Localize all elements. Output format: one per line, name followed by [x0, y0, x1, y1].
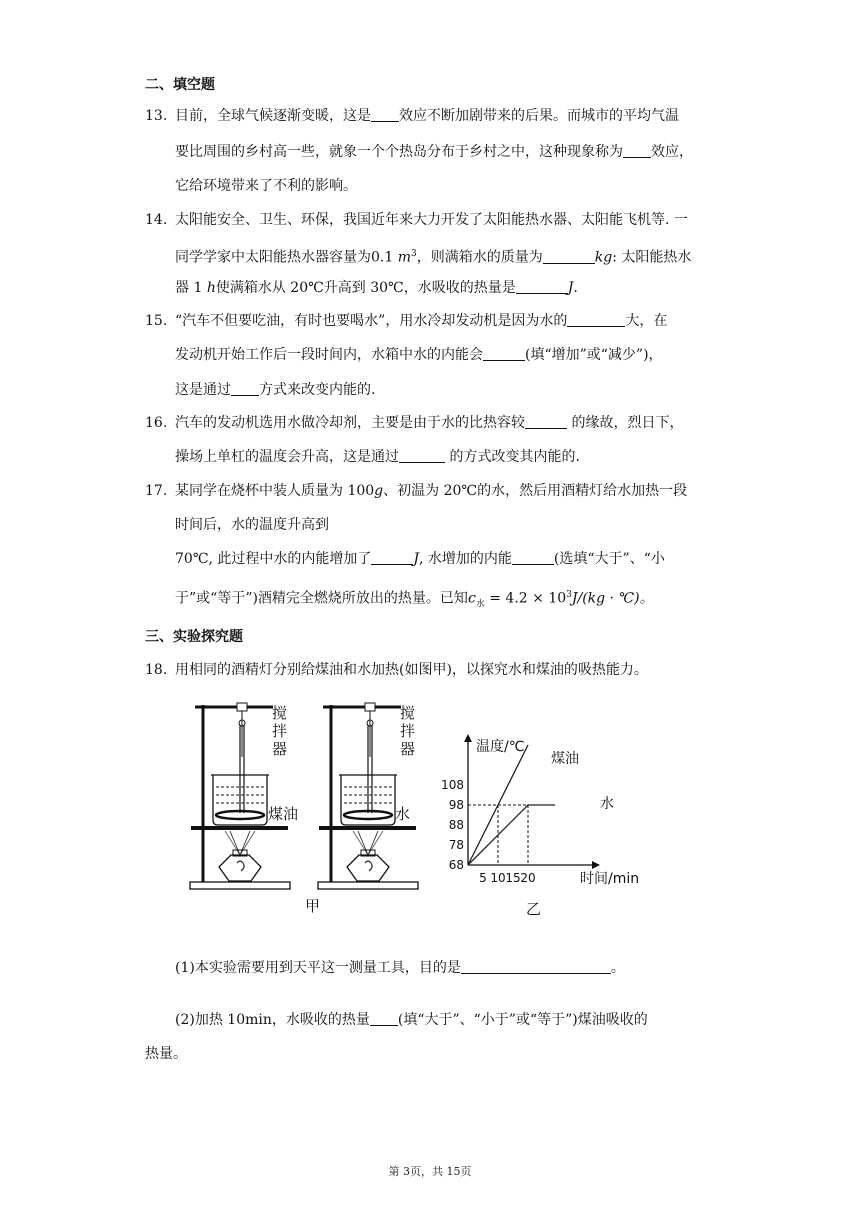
q17-text: (选填“大于”、“小: [553, 551, 665, 567]
q14-text: 使满箱水从 20℃升高到 30℃，水吸收的热量是: [215, 280, 516, 296]
stirrer-label-2: 搅拌器: [400, 704, 416, 758]
q13-line-2: [175, 142, 693, 162]
section-title-experiment: 三、实验探究题: [145, 629, 243, 645]
question-number-14: 14.: [145, 212, 168, 228]
unit-g: g: [374, 483, 384, 499]
kerosene-label: 煤油: [268, 805, 299, 823]
q14-text: 器 1: [175, 280, 207, 296]
y-tick-label: 98: [448, 798, 464, 812]
question-number-13: 13.: [145, 108, 168, 124]
unit-h: h: [206, 280, 216, 296]
answer-blank[interactable]: [512, 550, 554, 565]
q13-line-1: [175, 106, 679, 126]
q14-line-3: [175, 278, 578, 298]
superscript: 3: [566, 590, 572, 600]
q16-text: 的方式改变其内能的.: [445, 449, 580, 465]
q18-line-1: 用相同的酒精灯分别给煤油和水加热(如图甲)，以探究水和煤油的吸热能力。: [175, 662, 648, 678]
answer-blank[interactable]: [231, 381, 259, 396]
water-label: 水: [395, 805, 411, 823]
y-tick-label: 78: [448, 838, 464, 852]
q13-text: 目前，全球气候逐渐变暖，这是: [175, 108, 371, 124]
symbol-c: c: [467, 590, 476, 607]
series-line-water: [468, 805, 555, 865]
q14-line-1: 太阳能安全、卫生、环保，我国近年来大力开发了太阳能热水器、太阳能飞机等. 一: [175, 212, 688, 228]
unit-m: m: [397, 249, 411, 266]
q17-line-1: [175, 481, 687, 501]
q15-text: 方式来改变内能的.: [259, 382, 376, 398]
q14-text: .: [573, 280, 578, 296]
q16-text: 的缘故，烈日下，: [567, 415, 684, 431]
q15-text: 发动机开始工作后一段时间内，水箱中水的内能会: [175, 347, 483, 363]
q16-line-2: [175, 447, 580, 467]
q14-text: 同学学家中太阳能热水器容量为0.1: [175, 249, 398, 266]
q13-text: 效应，: [651, 144, 693, 160]
question-number-16: 16.: [145, 415, 168, 431]
q15-line-1: [175, 311, 667, 331]
answer-blank[interactable]: [543, 249, 595, 264]
figure-yi-label: 乙: [526, 900, 542, 918]
superscript: 3: [411, 249, 417, 259]
q18-part-1: [175, 958, 625, 978]
q13-text: 要比周围的乡村高一些，就象一个个热岛分布于乡村之中，这种现象称为: [175, 144, 623, 160]
y-tick-label: 108: [441, 778, 464, 792]
answer-blank[interactable]: [567, 312, 625, 327]
answer-blank[interactable]: [399, 448, 445, 463]
q15-text: 这是通过: [175, 382, 231, 398]
q15-line-3: [175, 380, 375, 400]
series-label-water: 水: [600, 796, 614, 812]
q13-text: 效应不断加剧带来的后果。而城市的平均气温: [399, 108, 679, 124]
x-tick-label: 5: [479, 871, 487, 885]
q17-text: = 4.2 × 10: [484, 590, 567, 607]
q16-text: 汽车的发动机选用水做冷却剂，主要是由于水的比热容较: [175, 415, 525, 431]
y-tick-label: 88: [448, 818, 464, 832]
q17-text: 于”或“等于”)酒精完全燃烧所放出的热量。已知: [175, 590, 468, 607]
question-number-17: 17.: [145, 483, 168, 499]
answer-blank[interactable]: [371, 107, 399, 122]
q18-text: (填“大于”、“小于”或“等于”)煤油吸收的: [397, 1012, 648, 1028]
answer-blank[interactable]: [483, 346, 525, 361]
q14-text: : 太阳能热水: [612, 249, 692, 266]
q18-text: (2)加热 10min，水吸收的热量: [175, 1012, 370, 1028]
q17-text: , 水增加的内能: [419, 551, 512, 567]
q18-text: (1)本实验需要用到天平这一测量工具，目的是: [175, 960, 461, 976]
chart-x-axis-label: 时间/min: [580, 871, 640, 887]
q16-line-1: [175, 413, 683, 433]
figure-jia-label: 甲: [305, 897, 321, 915]
x-tick-label: 15: [505, 871, 521, 885]
chart-y-axis-label: 温度/℃: [476, 739, 525, 755]
answer-blank[interactable]: [371, 550, 413, 565]
q18-part-2: [175, 1010, 648, 1030]
unit-j: J: [413, 551, 420, 567]
subscript: 水: [475, 599, 485, 610]
answer-blank[interactable]: [461, 959, 611, 974]
q15-text: “汽车不但要吃油，有时也要喝水”，用水冷却发动机是因为水的: [175, 313, 568, 329]
y-axis-arrow: [464, 734, 472, 742]
y-tick-label: 68: [448, 858, 464, 872]
page-footer: 第 3页，共 15页: [388, 1165, 472, 1178]
q14-text: ，则满箱水的质量为: [416, 249, 543, 266]
question-number-15: 15.: [145, 313, 168, 329]
stirrer-label-1: 搅拌器: [272, 704, 288, 758]
q17-line-2: 时间后，水的温度升高到: [175, 517, 329, 533]
q18-part-2-cont: 热量。: [145, 1046, 187, 1062]
unit-kg: kg: [594, 249, 613, 266]
q13-line-3: 它给环境带来了不利的影响。: [175, 178, 357, 194]
q17-text: 某同学在烧杯中装人质量为 100: [175, 483, 375, 499]
q16-text: 操场上单杠的温度会升高，这是通过: [175, 449, 399, 465]
q17-text: 、初温为 20℃的水，然后用酒精灯给水加热一段: [383, 483, 688, 499]
q15-text: 大，在: [625, 313, 668, 329]
q17-text: 70℃, 此过程中水的内能增加了: [175, 551, 372, 567]
x-tick-label: 20: [520, 871, 536, 885]
answer-blank[interactable]: [370, 1011, 398, 1026]
answer-blank[interactable]: [623, 143, 651, 158]
question-number-18: 18.: [145, 662, 168, 678]
q15-text: (填“增加”或“减少”)，: [525, 347, 663, 363]
series-line-kerosene: [468, 805, 498, 865]
section-title-fill: 二、填空题: [145, 77, 215, 93]
unit-j: J: [567, 280, 574, 296]
q17-line-3: [175, 549, 665, 569]
q15-line-2: [175, 345, 663, 365]
x-tick-label: 10: [490, 871, 506, 885]
q18-text: 。: [610, 960, 625, 976]
series-label-kerosene: 煤油: [551, 751, 579, 767]
answer-blank[interactable]: [516, 279, 568, 294]
q17-line-4: [175, 585, 654, 614]
q14-line-2: [175, 244, 691, 268]
answer-blank[interactable]: [525, 414, 567, 429]
unit-formula: J/(kg · ℃)。: [571, 590, 654, 607]
